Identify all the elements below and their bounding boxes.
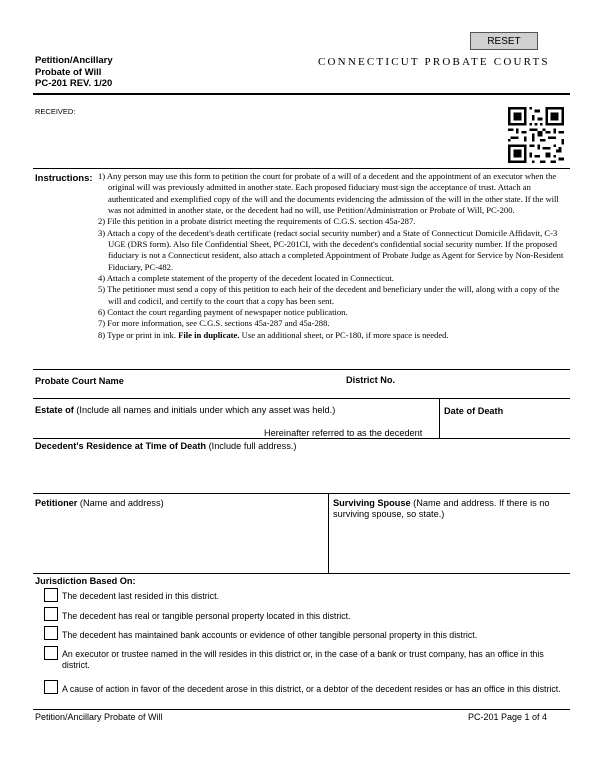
qr-code-icon <box>508 107 564 163</box>
probate-court-name-label: Probate Court Name <box>35 376 124 386</box>
received-label: RECEIVED: <box>35 107 76 116</box>
estate-of-label: Estate of (Include all names and initials under which any asset was held.) <box>35 405 336 415</box>
row-rule <box>33 493 570 494</box>
instruction-item: 6) Contact the court regarding payment of newspaper notice publication. <box>98 307 348 318</box>
estate-of-field[interactable] <box>33 415 433 427</box>
instructions-text <box>98 171 568 341</box>
instruction-item: 7) For more information, see C.G.S. sections 45a-287 and 45a-288. <box>98 318 330 329</box>
column-divider <box>328 493 329 573</box>
jurisdiction-checkbox-cause-of-action[interactable] <box>44 680 58 694</box>
footer-form-name: Petition/Ancillary Probate of Will <box>35 712 163 722</box>
court-name: CONNECTICUT PROBATE COURTS <box>318 56 550 68</box>
jurisdiction-checkbox-executor-resides[interactable] <box>44 646 58 660</box>
district-no-label: District No. <box>346 375 396 385</box>
form-title-line1: Petition/Ancillary <box>35 55 113 66</box>
jurisdiction-option-label: A cause of action in favor of the decedent arose in this district, or a debtor of the decedent resides or has an office in this district. <box>62 684 561 694</box>
instruction-item: 3) Attach a copy of the decedent's death certificate (redact social security number) and a State of Connecticut Domicile Affidavit, C-3 UGE (DRS form). Also file Confidential Sheet, PC-201CI, with the decedent's confidential social security number. If the proposed fiduciary is not a Connecticut resident, also attach a completed Appointment of Probate Judge as Agent for Service by Non-Resident Fiduciary, PC-482. <box>98 227 564 272</box>
footer-page-number: PC-201 Page 1 of 4 <box>468 712 548 722</box>
residence-field[interactable] <box>33 454 570 490</box>
jurisdiction-option-label: The decedent has maintained bank accounts or evidence of other tangible personal property in this district. <box>62 630 478 640</box>
instructions-top-rule <box>33 168 570 169</box>
row-rule <box>33 438 570 439</box>
instruction-8-prefix: 8) Type or print in ink. <box>98 329 179 340</box>
hereinafter-note: Hereinafter referred to as the decedent <box>264 428 423 438</box>
row-rule <box>33 398 570 399</box>
form-identifier <box>35 55 113 90</box>
jurisdiction-label: Jurisdiction Based On: <box>35 576 136 586</box>
jurisdiction-option-label: The decedent has real or tangible personal property located in this district. <box>62 611 351 621</box>
header-divider <box>33 93 570 95</box>
reset-button[interactable]: RESET <box>470 32 538 50</box>
residence-label: Decedent's Residence at Time of Death (Include full address.) <box>35 441 297 451</box>
date-of-death-field[interactable] <box>442 418 568 436</box>
instruction-8-bold: File in duplicate. <box>178 329 240 340</box>
column-divider <box>439 398 440 438</box>
petitioner-field[interactable] <box>33 512 325 570</box>
instructions-label: Instructions: <box>35 173 93 184</box>
instruction-item <box>98 330 568 341</box>
instructions-bottom-rule <box>33 369 570 370</box>
surviving-spouse-label: Surviving Spouse (Name and address. If there is no surviving spouse, so state.) <box>333 498 550 519</box>
instruction-item: 1) Any person may use this form to petition the court for probate of a will of a decedent and the appointment of an executor when the original will was previously admitted in another state. Each proposed fiduciary must sign the acceptance of trust. Attach an authenticated and exemplified copy of the will and the documents evidencing the admission of the will in the other state. If the will was not admitted in another state, or the decedent had no will, use Petition/Administration or Probate of Will, PC-200. <box>98 171 559 216</box>
date-of-death-label: Date of Death <box>444 406 504 416</box>
instruction-8-suffix: Use an additional sheet, or PC-180, if more space is needed. <box>239 329 449 340</box>
surviving-spouse-field[interactable] <box>331 524 568 570</box>
form-number: PC-201 REV. 1/20 <box>35 78 113 89</box>
instruction-item: 2) File this petition in a probate district meeting the requirements of C.G.S. section 45a-287. <box>98 216 416 227</box>
footer-rule <box>33 709 570 710</box>
row-rule <box>33 573 570 574</box>
jurisdiction-checkbox-last-resided[interactable] <box>44 588 58 602</box>
form-title-line2: Probate of Will <box>35 66 102 78</box>
district-no-field[interactable] <box>340 372 570 396</box>
instruction-item: 4) Attach a complete statement of the property of the decedent located in Connecticut. <box>98 273 394 284</box>
jurisdiction-option-label: The decedent last resided in this district. <box>62 591 219 601</box>
jurisdiction-option-label: An executor or trustee named in the will resides in this district or, in the case of a bank or trust company, has an office in this district. <box>62 649 544 670</box>
probate-court-name-field[interactable] <box>33 372 333 396</box>
petitioner-label: Petitioner (Name and address) <box>35 498 164 508</box>
jurisdiction-checkbox-bank-accounts[interactable] <box>44 626 58 640</box>
instruction-item: 5) The petitioner must send a copy of this petition to each heir of the decedent and beneficiary under the will, along with a copy of the will and codicil, and certify to the court that a copy has been sent. <box>98 284 560 306</box>
jurisdiction-checkbox-property[interactable] <box>44 607 58 621</box>
